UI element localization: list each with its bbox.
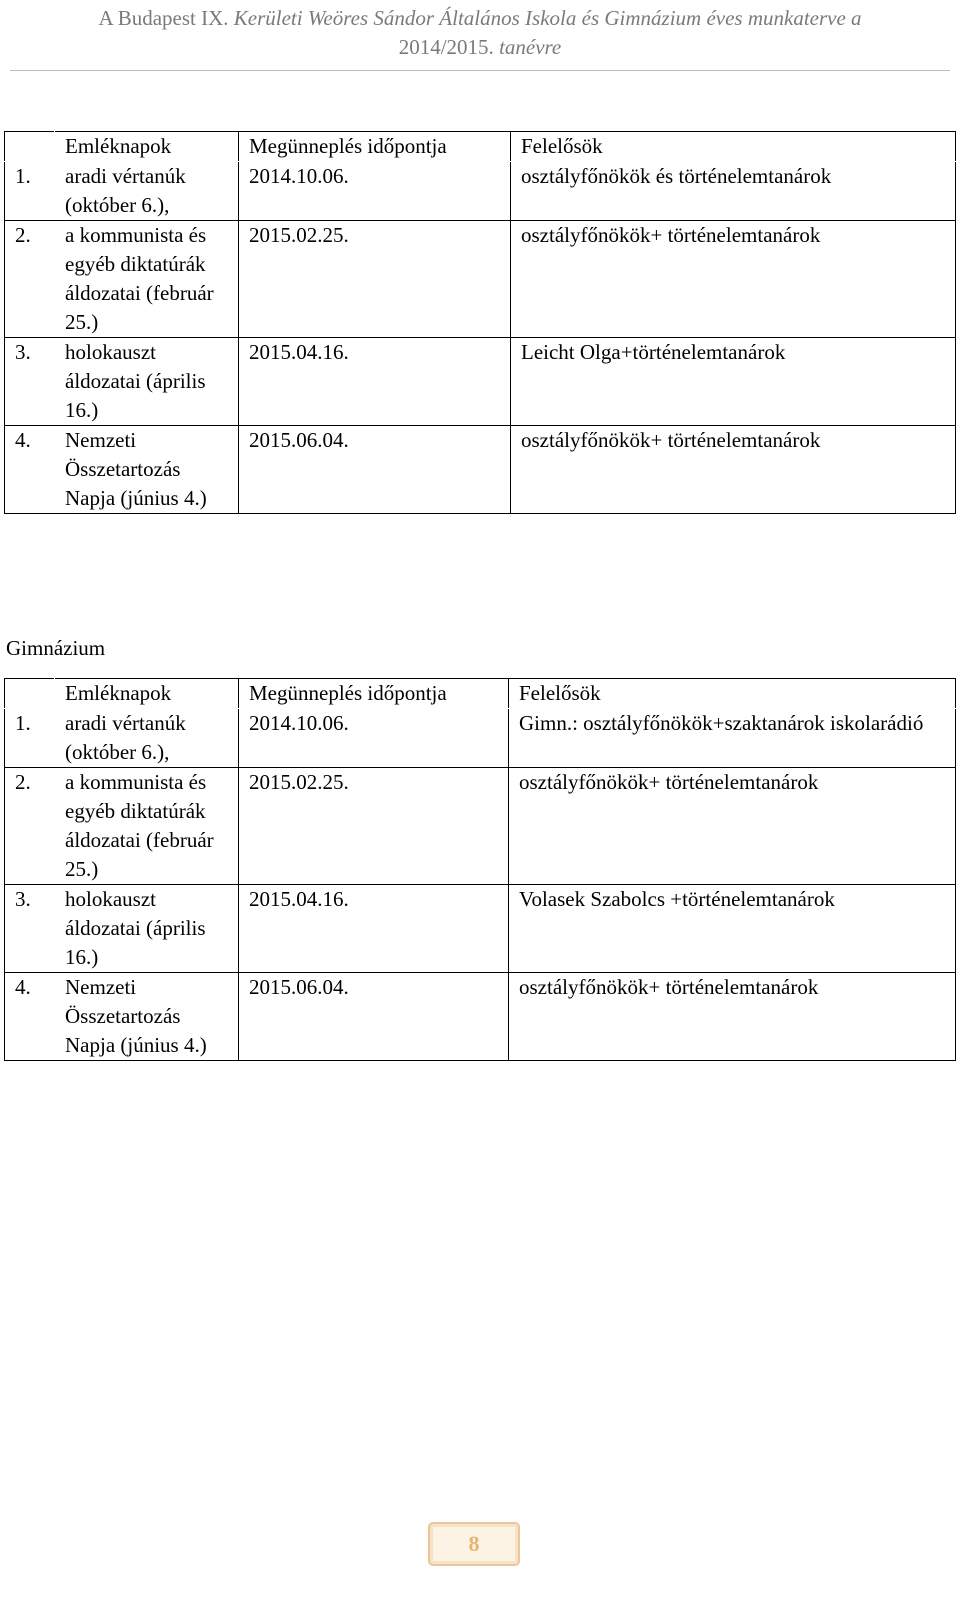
row-date: 2014.10.06. [239,709,509,768]
section-title-gimnazium: Gimnázium [6,636,106,660]
header-emleknapok: Emléknapok [55,132,239,162]
row-responsible: Leicht Olga+történelemtanárok [511,338,956,426]
header-megunneples: Megünneplés időpontja [239,132,511,162]
row-number: 4. [5,973,55,1061]
row-name: aradi vértanúk (október 6.), [55,709,239,768]
row-responsible: osztályfőnökök+ történelemtanárok [511,426,956,514]
page-number: 8 [468,1531,480,1556]
table-row [5,768,956,885]
header-line-1-italic: Kerületi Weöres Sándor Általános Iskola és Gimnázium éves munkaterve a [233,6,862,30]
row-name: Nemzeti Összetartozás Napja (június 4.) [55,973,239,1061]
table-row [5,338,956,426]
table-row [5,162,956,221]
row-number: 3. [5,885,55,973]
row-date: 2015.04.16. [239,885,509,973]
header-line-2-italic: tanévre [499,35,562,59]
row-name: aradi vértanúk (október 6.), [55,162,239,221]
header-emleknapok: Emléknapok [55,679,239,709]
row-responsible: osztályfőnökök+ történelemtanárok [509,973,956,1061]
row-name: a kommunista és egyéb diktatúrák áldozatai (február 25.) [55,221,239,338]
table-row [5,709,956,768]
row-responsible: osztályfőnökök+ történelemtanárok [509,768,956,885]
row-number: 2. [5,221,55,338]
row-number: 1. [5,162,55,221]
header-felelosok: Felelősök [509,679,956,709]
table-row [5,426,956,514]
table-row [5,973,956,1061]
table-header-row [5,679,956,709]
row-date: 2014.10.06. [239,162,511,221]
row-responsible: Volasek Szabolcs +történelemtanárok [509,885,956,973]
table-header-row [5,132,956,162]
row-number: 3. [5,338,55,426]
row-name: holokauszt áldozatai (április 16.) [55,338,239,426]
row-responsible: osztályfőnökök és történelemtanárok [511,162,956,221]
page-number-badge [428,1522,520,1566]
document-header [0,4,960,62]
row-name: a kommunista és egyéb diktatúrák áldozatai (február 25.) [55,768,239,885]
table-row [5,885,956,973]
row-name: Nemzeti Összetartozás Napja (június 4.) [55,426,239,514]
row-number: 1. [5,709,55,768]
header-felelosok: Felelősök [511,132,956,162]
row-responsible: osztályfőnökök+ történelemtanárok [511,221,956,338]
header-line-2-normal: 2014/2015. [398,35,494,59]
row-date: 2015.02.25. [239,221,511,338]
row-responsible: Gimn.: osztályfőnökök+szaktanárok iskolarádió [509,709,956,768]
header-line-1-normal: A Budapest IX. [98,6,229,30]
row-date: 2015.04.16. [239,338,511,426]
row-name: holokauszt áldozatai (április 16.) [55,885,239,973]
header-line-1 [0,4,960,33]
commemoration-table-school [4,131,956,514]
header-megunneples: Megünneplés időpontja [239,679,509,709]
row-date: 2015.06.04. [239,426,511,514]
row-date: 2015.02.25. [239,768,509,885]
row-number: 4. [5,426,55,514]
row-number: 2. [5,768,55,885]
header-divider [10,70,950,71]
header-line-2 [0,33,960,62]
row-date: 2015.06.04. [239,973,509,1061]
table-row [5,221,956,338]
commemoration-table-gimnazium [4,678,956,1061]
